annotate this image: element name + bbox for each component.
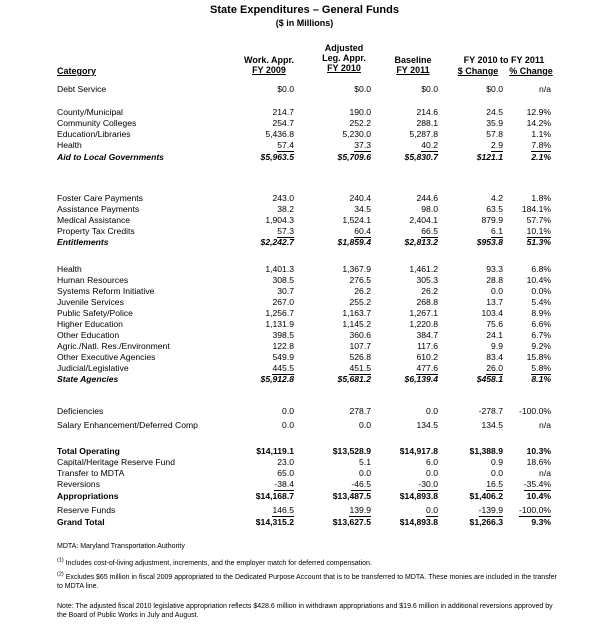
cell-col4: 10.1% [526, 226, 551, 236]
cell-col1: 0.0 [359, 468, 371, 478]
cell-col0: $14,168.7 [255, 491, 294, 501]
cell-col4: 8.1% [531, 374, 551, 384]
table-row [0, 308, 609, 319]
cell-col0: 30.7 [277, 286, 294, 296]
header-col4: % Change [509, 66, 553, 76]
cell-col1: 360.6 [349, 330, 371, 340]
table-row [0, 406, 609, 417]
row-label: Public Safety/Police [57, 308, 133, 318]
row-label: Juvenile Services [57, 297, 124, 307]
cell-col4: 6.6% [531, 319, 551, 329]
report-subtitle: ($ in Millions) [275, 18, 334, 28]
header-col1-line1: Leg. Appr. [322, 53, 366, 63]
cell-col0: 267.0 [272, 297, 294, 307]
cell-col3: 103.4 [481, 308, 503, 318]
cell-col0: 0.0 [282, 420, 294, 430]
row-label: Deficiencies [57, 406, 104, 416]
cell-col0: $2,242.7 [260, 237, 294, 247]
cell-col4: 6.8% [531, 264, 551, 274]
cell-col3: $458.1 [476, 374, 503, 384]
footnote-2-text: Excludes $65 million in fiscal 2009 appropriated to the Dedicated Purpose Account that is to be transferred to MDTA. These monies are included in the transfer to MDTA line. [57, 574, 557, 590]
cell-col4: 51.3% [526, 237, 551, 247]
table-row [0, 505, 609, 516]
cell-col3: $953.8 [476, 237, 503, 247]
cell-col1: 240.4 [349, 193, 371, 203]
cell-col2: $14,893.8 [399, 517, 438, 527]
row-label: Assistance Payments [57, 204, 140, 214]
cell-col0: $5,963.5 [260, 152, 294, 162]
cell-col2: -30.0 [418, 479, 438, 489]
header-change-group: FY 2010 to FY 2011 [463, 55, 545, 65]
cell-col2: 214.6 [416, 107, 438, 117]
cell-col1: 526.8 [349, 352, 371, 362]
header-col2 [380, 55, 446, 75]
cell-col2: 0.0 [426, 468, 438, 478]
table-row [0, 118, 609, 129]
cell-col4: 10.4% [526, 491, 551, 501]
row-label: Reserve Funds [57, 505, 116, 515]
row-label: Salary Enhancement/Deferred Comp [57, 420, 198, 430]
cell-col2: 2,404.1 [409, 215, 438, 225]
cell-col0: 1,131.9 [265, 319, 294, 329]
cell-col0: $14,119.1 [256, 446, 294, 456]
cell-col3: 93.3 [486, 264, 503, 274]
cell-col1: 1,145.2 [342, 319, 371, 329]
table-row [0, 330, 609, 341]
row-label: Health [57, 264, 82, 274]
cell-col1: 1,163.7 [342, 308, 371, 318]
header-col0 [232, 55, 306, 75]
footnote-2 [57, 573, 557, 591]
table-row [0, 140, 609, 151]
table-row [0, 152, 609, 163]
table-row [0, 286, 609, 297]
header-col2-line1: Baseline [394, 55, 432, 65]
cell-col0: 243.0 [272, 193, 294, 203]
table-row [0, 457, 609, 468]
table-row [0, 352, 609, 363]
header-category [57, 66, 96, 76]
cell-col1: 255.2 [349, 297, 371, 307]
cell-col4: n/a [539, 420, 551, 430]
row-label: Transfer to MDTA [57, 468, 125, 478]
cell-col2: 268.8 [416, 297, 438, 307]
table-row [0, 204, 609, 215]
cell-col3: 35.9 [486, 118, 503, 128]
cell-col2: 134.5 [416, 420, 438, 430]
table-row [0, 84, 609, 95]
cell-col4: 6.7% [531, 330, 551, 340]
table-row [0, 275, 609, 286]
cell-col0: 549.9 [272, 352, 294, 362]
report-note: Note: The adjusted fiscal 2010 legislative appropriation reflects $428.6 million in withdrawn appropriations and $19.6 million in additional reversions approved by the Board of Public Works in July and August. [57, 603, 553, 619]
cell-col1: 1,367.9 [342, 264, 371, 274]
row-label: Grand Total [57, 517, 105, 527]
row-label: Foster Care Payments [57, 193, 143, 203]
cell-col3: 28.8 [486, 275, 503, 285]
footnote-1-text: Includes cost-of-living adjustment, increments, and the employer match for deferred compensation. [65, 560, 372, 567]
cell-col1: -46.5 [351, 479, 371, 489]
cell-col2: 26.2 [421, 286, 438, 296]
cell-col4: -35.4% [523, 479, 551, 489]
header-col1-line2: FY 2010 [327, 63, 361, 73]
table-row [0, 363, 609, 374]
table-row [0, 374, 609, 385]
cell-col4: 9.3% [531, 517, 551, 527]
row-label: Health [57, 140, 82, 150]
cell-col3: 6.1 [491, 226, 503, 236]
cell-col1: 37.3 [354, 140, 371, 150]
cell-col0: -38.4 [274, 479, 294, 489]
cell-col4: n/a [539, 468, 551, 478]
cell-col2: 1,220.8 [409, 319, 438, 329]
cell-col1: 5.1 [359, 457, 371, 467]
cell-col4: 7.8% [531, 140, 551, 150]
footnote-1 [57, 559, 557, 568]
cell-col4: 0.0% [531, 286, 551, 296]
cell-col2: 40.2 [421, 140, 438, 150]
header-col3: $ Change [457, 66, 499, 76]
row-label: Other Executive Agencies [57, 352, 156, 362]
cell-col2: 288.1 [416, 118, 438, 128]
table-row [0, 193, 609, 204]
cell-col0: 308.5 [272, 275, 294, 285]
cell-col4: 2.1% [531, 152, 551, 162]
cell-col1: 278.7 [349, 406, 371, 416]
cell-col3: 9.9 [491, 341, 503, 351]
cell-col2: $14,917.8 [399, 446, 438, 456]
row-label: Judicial/Legislative [57, 363, 129, 373]
cell-col3: 16.5 [486, 479, 503, 489]
cell-col3: 24.5 [486, 107, 503, 117]
cell-col1: 26.2 [354, 286, 371, 296]
row-label: Reversions [57, 479, 100, 489]
table-row [0, 446, 609, 457]
cell-col2: $14,893.8 [399, 491, 438, 501]
header-col2-line2: FY 2011 [396, 65, 430, 75]
cell-col0: 1,904.3 [265, 215, 294, 225]
row-label: Medical Assistance [57, 215, 131, 225]
cell-col2: 1,461.2 [409, 264, 438, 274]
table-row [0, 491, 609, 502]
cell-col4: 5.8% [531, 363, 551, 373]
cell-col1: 34.5 [354, 204, 371, 214]
cell-col2: 244.6 [416, 193, 438, 203]
cell-col4: -100.0% [518, 505, 551, 515]
table-row [0, 517, 609, 528]
cell-col3: $1,266.3 [469, 517, 503, 527]
cell-col1: 60.4 [354, 226, 371, 236]
cell-col0: 57.3 [277, 226, 294, 236]
cell-col0: 398.5 [272, 330, 294, 340]
cell-col1: 5,230.0 [342, 129, 371, 139]
cell-col3: 24.1 [486, 330, 503, 340]
cell-col1: 252.2 [349, 118, 371, 128]
cell-col1: $13,627.5 [332, 517, 371, 527]
cell-col2: 5,287.8 [409, 129, 438, 139]
row-label: Property Tax Credits [57, 226, 135, 236]
cell-col2: $6,139.4 [404, 374, 438, 384]
cell-col2: 0.0 [426, 406, 438, 416]
cell-col1: $5,709.6 [337, 152, 371, 162]
cell-col4: 1.1% [531, 129, 551, 139]
row-label: Education/Libraries [57, 129, 131, 139]
cell-col2: $2,813.2 [404, 237, 438, 247]
row-label: Total Operating [57, 446, 120, 456]
cell-col3: 0.9 [491, 457, 503, 467]
table-row [0, 479, 609, 490]
cell-col3: 0.0 [491, 286, 503, 296]
cell-col2: 117.6 [417, 341, 438, 351]
table-row [0, 237, 609, 248]
cell-col3: 2.9 [491, 140, 503, 150]
cell-col4: 184.1% [521, 204, 551, 214]
row-label: Agric./Natl. Res./Environment [57, 341, 170, 351]
header-col1-line0: Adjusted [324, 43, 364, 53]
cell-col0: 146.5 [272, 505, 294, 515]
cell-col3: 57.8 [486, 129, 503, 139]
cell-col4: -100.0% [518, 406, 551, 416]
cell-col4: 12.9% [526, 107, 551, 117]
table-row [0, 107, 609, 118]
cell-col0: 214.7 [272, 107, 294, 117]
cell-col0: 5,436.8 [265, 129, 294, 139]
cell-col4: 10.3% [526, 446, 551, 456]
cell-col2: 384.7 [416, 330, 438, 340]
cell-col3: 4.2 [491, 193, 503, 203]
cell-col2: 6.0 [426, 457, 438, 467]
table-row [0, 420, 609, 431]
cell-col0: 23.0 [277, 457, 294, 467]
table-row [0, 468, 609, 479]
cell-col0: $5,912.8 [260, 374, 294, 384]
row-label: Debt Service [57, 84, 107, 94]
header-col0-line1: Work. Appr. [243, 55, 294, 65]
table-row [0, 341, 609, 352]
cell-col2: 610.2 [416, 352, 438, 362]
table-row [0, 319, 609, 330]
row-label: Capital/Heritage Reserve Fund [57, 457, 175, 467]
cell-col4: 9.2% [531, 341, 551, 351]
cell-col1: $1,859.4 [337, 237, 371, 247]
cell-col1: 190.0 [349, 107, 371, 117]
cell-col1: $13,528.9 [332, 446, 371, 456]
cell-col3: -139.9 [478, 505, 503, 515]
cell-col2: $5,830.7 [404, 152, 438, 162]
cell-col1: $5,681.2 [337, 374, 371, 384]
cell-col4: 14.2% [526, 118, 551, 128]
header-category-label: Category [57, 66, 97, 76]
table-row [0, 129, 609, 140]
cell-col3: 83.4 [486, 352, 503, 362]
cell-col3: 13.7 [486, 297, 503, 307]
cell-col3: $1,388.9 [469, 446, 503, 456]
cell-col3: $0.0 [486, 84, 503, 94]
row-label: Higher Education [57, 319, 123, 329]
footnote-2-mark: (2) [57, 571, 64, 578]
cell-col4: 15.8% [526, 352, 551, 362]
cell-col0: $14,315.2 [255, 517, 294, 527]
cell-col2: 477.6 [416, 363, 438, 373]
cell-col3: 26.0 [486, 363, 503, 373]
cell-col4: 57.7% [526, 215, 551, 225]
cell-col0: 1,256.7 [265, 308, 294, 318]
cell-col4: 5.4% [531, 297, 551, 307]
row-label: County/Municipal [57, 107, 123, 117]
cell-col4: 8.9% [531, 308, 551, 318]
table-row [0, 226, 609, 237]
footnote-1-mark: (1) [57, 557, 64, 564]
cell-col3: $1,406.2 [469, 491, 503, 501]
cell-col3: 134.5 [481, 420, 503, 430]
row-label: Community Colleges [57, 118, 137, 128]
cell-col3: -278.7 [478, 406, 503, 416]
table-row [0, 264, 609, 275]
cell-col0: $0.0 [277, 84, 294, 94]
cell-col4: 18.6% [526, 457, 551, 467]
cell-col0: 65.0 [277, 468, 294, 478]
cell-col3: 63.5 [486, 204, 503, 214]
cell-col2: 66.5 [421, 226, 438, 236]
cell-col3: 75.6 [486, 319, 503, 329]
row-label: Human Resources [57, 275, 129, 285]
cell-col2: $0.0 [421, 84, 438, 94]
cell-col0: 122.8 [272, 341, 294, 351]
table-row [0, 297, 609, 308]
row-label: Aid to Local Governments [57, 152, 164, 162]
cell-col2: 1,267.1 [409, 308, 438, 318]
cell-col1: $13,487.5 [332, 491, 371, 501]
cell-col1: 276.5 [349, 275, 371, 285]
cell-col3: $121.1 [476, 152, 503, 162]
cell-col2: 0.0 [426, 505, 438, 515]
row-label: Appropriations [57, 491, 119, 501]
cell-col1: 107.7 [349, 341, 371, 351]
cell-col4: 1.8% [531, 193, 551, 203]
cell-col1: 139.9 [349, 505, 371, 515]
cell-col3: 0.0 [491, 468, 503, 478]
cell-col0: 57.4 [277, 140, 294, 150]
cell-col1: $0.0 [354, 84, 371, 94]
report-title: State Expenditures – General Funds [210, 4, 399, 16]
cell-col0: 1,401.3 [265, 264, 294, 274]
cell-col1: 0.0 [359, 420, 371, 430]
cell-col0: 38.2 [277, 204, 294, 214]
cell-col4: 10.4% [526, 275, 551, 285]
header-col0-line2: FY 2009 [252, 65, 286, 75]
row-label: Systems Reform Initiative [57, 286, 155, 296]
cell-col0: 0.0 [282, 406, 294, 416]
row-label: Other Education [57, 330, 120, 340]
cell-col1: 451.5 [349, 363, 371, 373]
table-row [0, 215, 609, 226]
cell-col0: 445.5 [272, 363, 294, 373]
cell-col4: n/a [539, 84, 551, 94]
cell-col2: 305.3 [416, 275, 438, 285]
cell-col0: 254.7 [272, 118, 294, 128]
cell-col2: 98.0 [421, 204, 438, 214]
mdta-note: MDTA: Maryland Transportation Authority [57, 543, 185, 550]
cell-col3: 879.9 [481, 215, 503, 225]
cell-col1: 1,524.1 [342, 215, 371, 225]
row-label: Entitlements [57, 237, 109, 247]
row-label: State Agencies [57, 374, 119, 384]
header-col1 [306, 43, 382, 73]
